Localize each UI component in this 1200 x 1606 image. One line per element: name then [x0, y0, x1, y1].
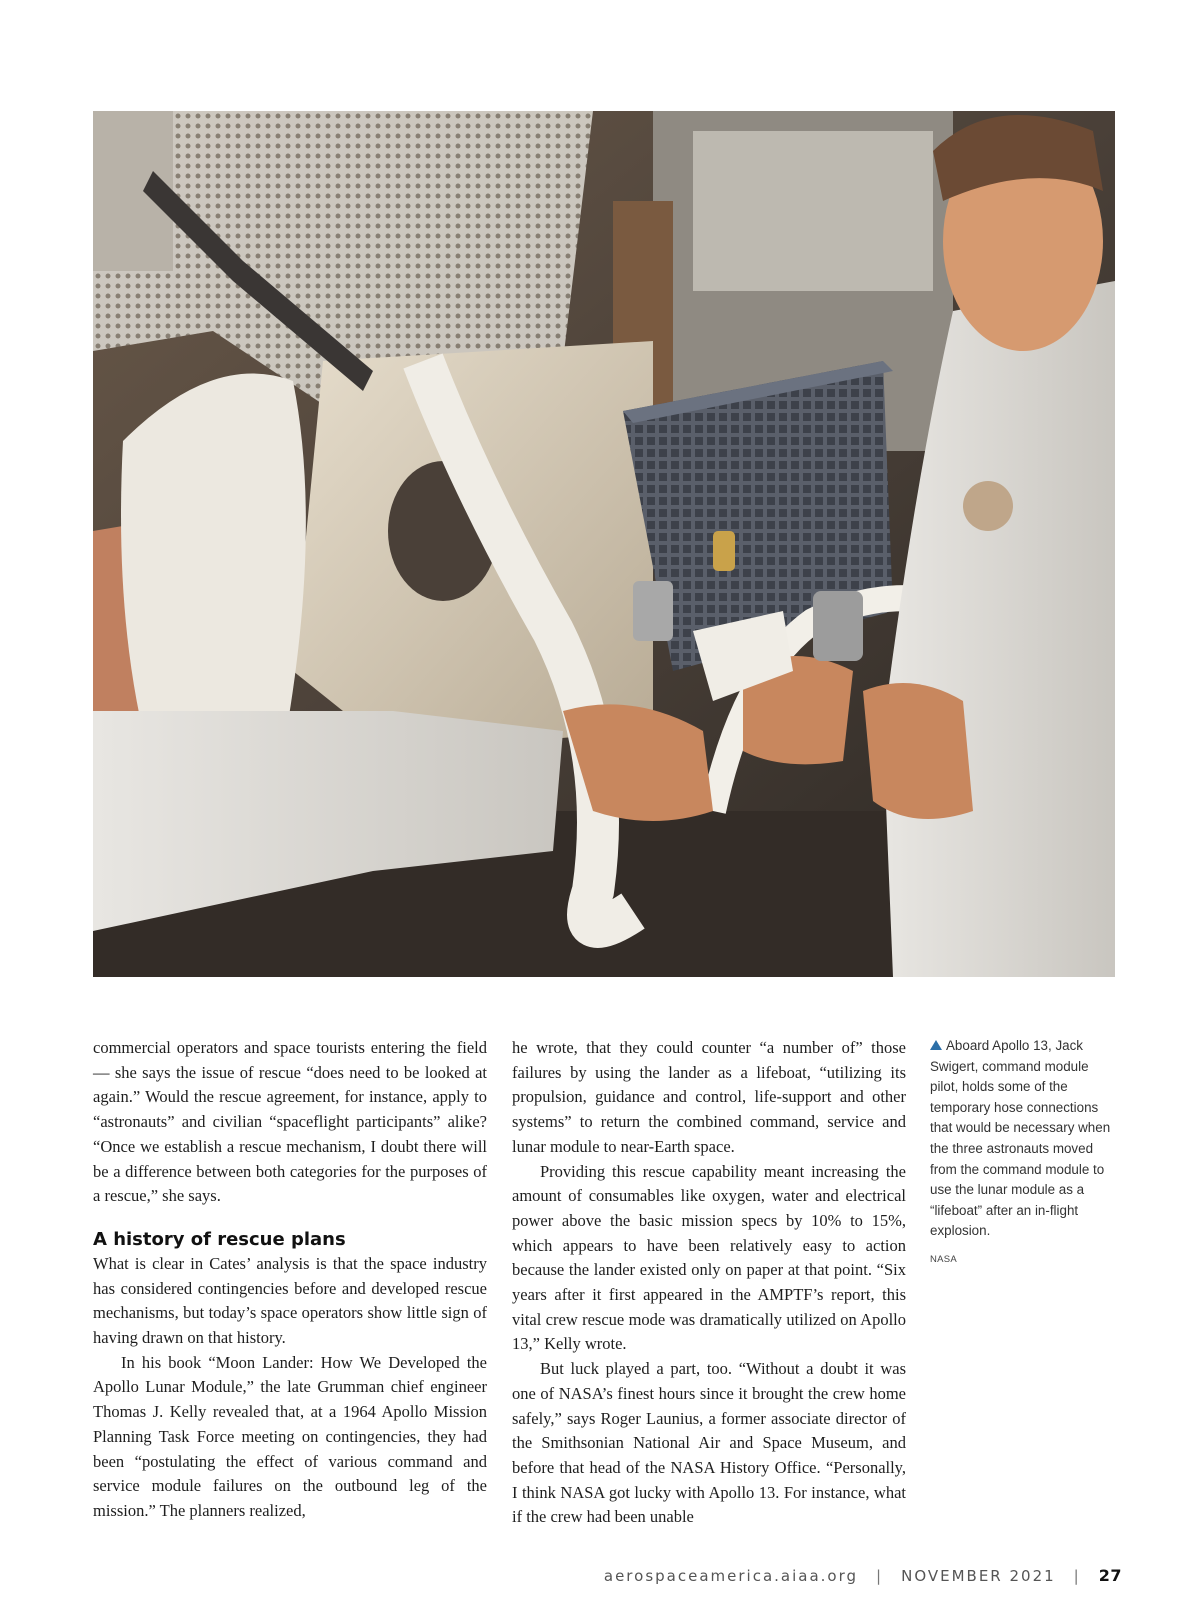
column2-paragraph-3: But luck played a part, too. “Without a doubt it was one of NASA’s finest hours since it brought the crew home safely,” says Roger Launius, a former associate director of the Smithsonian National Air and Space Museum, and before that head of the NASA History Office. “Personally, I think NASA got lucky with Apollo 13. For instance, what if the crew had been unable [512, 1359, 906, 1527]
page-number: 27 [1098, 1566, 1122, 1585]
page-footer [604, 1566, 1122, 1585]
section-subhead: A history of rescue plans [93, 1228, 346, 1250]
photo-caption [930, 1036, 1116, 1242]
footer-separator: | [876, 1567, 884, 1585]
article-column-2 [512, 1036, 906, 1530]
article-column-1 [93, 1036, 487, 1524]
footer-separator-2: | [1073, 1567, 1081, 1585]
photo-credit: NASA [930, 1254, 958, 1265]
footer-site-link[interactable]: aerospaceamerica.aiaa.org [603, 1567, 859, 1585]
column1-paragraph-2: What is clear in Cates’ analysis is that the space industry has considered contingencies before and developed rescue mechanisms, but today’s space operators show little sign of having drawn on that history. [93, 1253, 487, 1348]
photo-illustration [93, 111, 1115, 977]
column2-paragraph-1: he wrote, that they could counter “a number of” those failures by using the lander as a lifeboat, “utilizing its propulsion, guidance and control, life-support and other systems” to return the combined command, service and lunar module to near-Earth space. [512, 1038, 906, 1156]
footer-issue: NOVEMBER 2021 [901, 1567, 1056, 1585]
column1-paragraph-1: commercial operators and space tourists entering the field — she says the issue of rescue “does need to be looked at again.” Would the rescue agreement, for instance, apply to “astronauts” and civilian “spaceflight participants” alike? “Once we establish a rescue mechanism, I doubt there will be a difference between both categories for the purposes of a rescue,” she says. [93, 1038, 487, 1206]
column2-paragraph-2: Providing this rescue capability meant increasing the amount of consumables like oxygen, water and electrical power above the basic mission specs by 10% to 15%, which appears to have been relatively easy to action because the lander existed only on paper at that point. “Six years after it first appeared in the AMPTF’s report, this vital crew rescue mode was dramatically utilized on Apollo 13,” Kelly wrote. [512, 1161, 906, 1354]
caption-marker-icon [930, 1040, 942, 1050]
caption-text: Aboard Apollo 13, Jack Swigert, command module pilot, holds some of the temporary hose connections that would be necessary when the three astronauts moved from the command module to use the lunar module as a “lifeboat” after an in-flight explosion. [930, 1038, 1111, 1239]
apollo13-photo [93, 111, 1115, 977]
column1-paragraph-3: In his book “Moon Lander: How We Developed the Apollo Lunar Module,” the late Grumman chief engineer Thomas J. Kelly revealed that, at a 1964 Apollo Mission Planning Task Force meeting on contingencies, they had been “postulating the effect of various command and service module failures on the outbound leg of the mission.” The planners realized, [93, 1352, 487, 1520]
